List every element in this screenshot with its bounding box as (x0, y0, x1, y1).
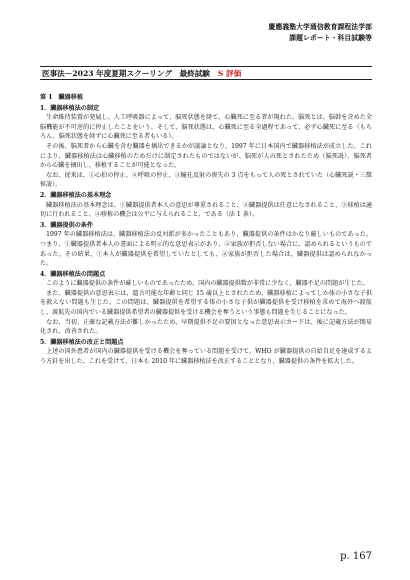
subsection-heading-2: 2．臓器移植法の基本理念 (40, 191, 112, 199)
paragraph: また、臓器提供の意思表示は、遺言可能な年齢と同じ 15 歳以上とされたため、臓器移植によってしか体の小さな子供を救えない問題も生じた。この問題は、臓器提供を希望する体の小さな子供が臓器提供を受け移植を求めて海外へ渡航し、渡航先の国内でいる臓器提供希望者の臓器提供を受ける機会を奪うという事態も問題を生じることになった。 (40, 289, 372, 317)
paragraph: このように臓器提供の条件が厳しいものであったため、国内の臓器提供数が非常に少なく、臓器不足の問題が生じた。 (46, 280, 369, 288)
page-number: p. 167 (340, 551, 372, 562)
grade-badge: S 評価 (217, 69, 242, 78)
paragraph: 1997 年の臓器移植法は、臓器移植法の反対派が多かったこともあり、臓器提供の条件はかなり厳しいものであった。つまり、①臓器提供者本人の書面による明示的な意思表示があり、②家族が拒否しない場合に、認められるというものであった。その結果、①本人が臓器提供を希望していたとしても、②家族が拒否した場合は、臓器提供は認められなかった。 (40, 231, 372, 268)
paragraph: その後、脳死者から心臓を含む臓器を摘出できるかが議論となり、1997 年に日本国内で臓器移植法が成立した。これにより、臓器移植法は心臓移植のためだけに制定されたものではないが、脳死が人の死とされたため（脳死説）、脳死者から心臓を摘出し、移植することが可能となった。 (40, 142, 372, 170)
document-header (269, 22, 372, 43)
section-heading: 第 1 臓器移植 (40, 94, 83, 101)
title-bar (40, 66, 372, 80)
subsection-heading-3: 3．臓器提供の条件 (40, 221, 93, 229)
paragraph: なお、従来は、①心拍の停止、②呼吸の停止、③瞳孔反射の喪失の 3 点をもって人の死とされていた（心臓死説・三徴候説）。 (40, 171, 372, 189)
header-university: 慶應義塾大学通信教育課程法学部 (268, 23, 372, 31)
paragraph: 臓器移植法の基本理念は、①臓器提供者本人の意思が尊重されること、②臓器提供は任意になされること、③移植は適切に行われること、④移植の機会は公平に与えられること、である（法 1 条）。 (40, 201, 372, 219)
paragraph: 生命維持装置が発展し、人工呼吸器によって、脳死状態を経て、心臓死に至る者が現れた。脳死とは、脳幹を含めた全脳機能が不可逆的に停止したことをいう。そして、脳死状態は、心臓死に至る全過程であって、必ず心臓死に至る（もちろん、脳死状態を経ずに心臓死に至る者もいる）。 (40, 114, 372, 141)
document-body (40, 93, 372, 367)
subsection-heading-1: 1．臓器移植法の制定 (40, 104, 100, 112)
paragraph: なお、当初、正確な記載方法が難しかったため、早期提供不足の要因となった意思表示カードは、後に記載方法が簡易化され、改善された。 (40, 318, 372, 336)
exam-title: 医事法－2023 年度夏期スクーリング 最終試験 (42, 69, 210, 78)
title-line (42, 68, 241, 79)
subsection-heading-4: 4．臓器移植法の問題点 (40, 270, 106, 278)
subsection-heading-5: 5．臓器移植法の改正と問題点 (40, 338, 124, 346)
header-category: 課題レポート・科目試験等 (289, 33, 372, 42)
paragraph: 上述の国外患者が国内の臓器提供を受ける機会を奪っている問題を受けて、WHO が臓器提供の自給自足を達成するよう方針を出した。これを受けて、日本も 2010 年に臓器移植法を改正することとなり、臓器提供の条件を拡大した。 (40, 348, 372, 366)
